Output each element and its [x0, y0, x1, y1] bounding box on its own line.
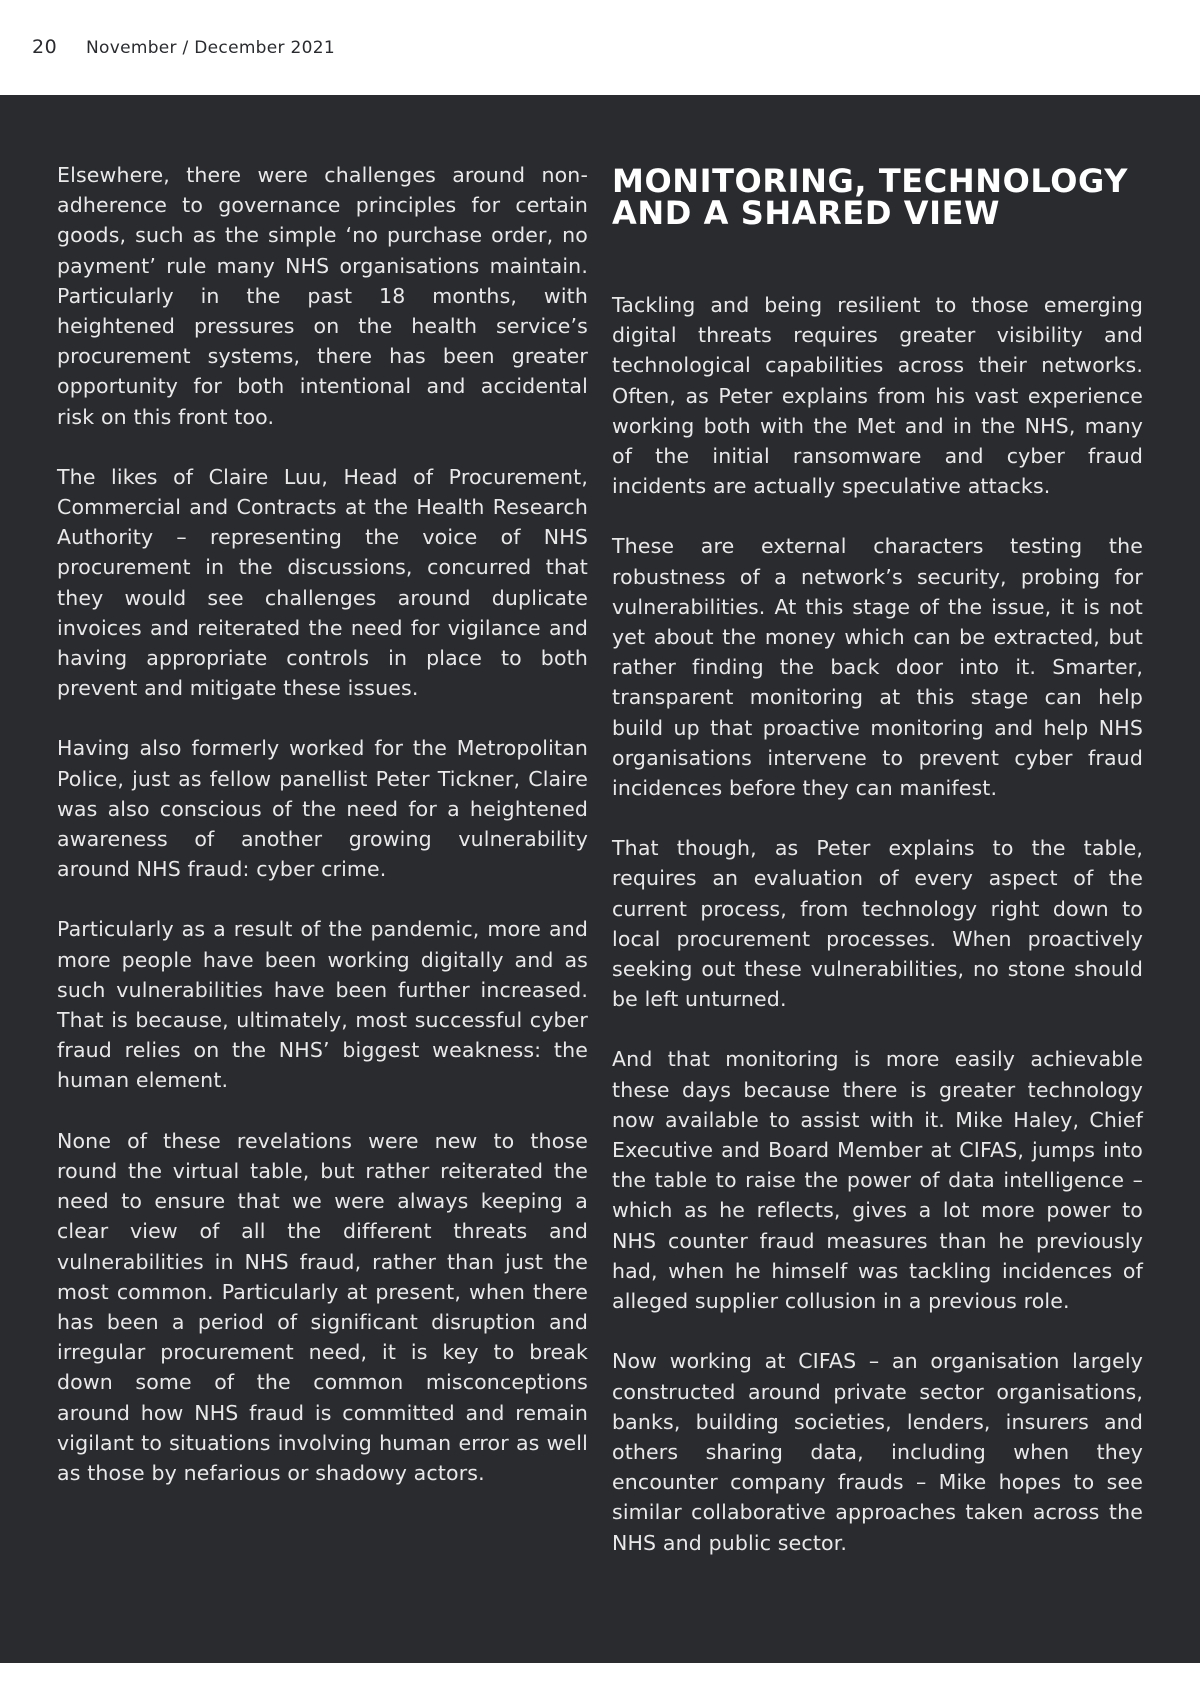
page-header	[0, 0, 1200, 95]
paragraph: Elsewhere, there were challenges around non-adherence to governance principles for certain goods, such as the simple ‘no purchase order, no payment’ rule many NHS organisations maintain. Particularly in the past 18 months, with heightened pressures on the health service’s procurement systems, there has been greater opportunity for both intentional and accidental risk on this front too.	[57, 163, 588, 429]
page-number: 20	[32, 36, 58, 58]
article-panel	[0, 95, 1200, 1663]
issue-date: November / December 2021	[86, 38, 335, 58]
paragraph: Now working at CIFAS – an organisation largely constructed around private sector organisations, banks, building societies, lenders, insurers and others sharing data, including when they encounter company frauds – Mike hopes to see similar collaborative approaches taken across the NHS and public sector.	[612, 1349, 1143, 1555]
paragraph: None of these revelations were new to those round the virtual table, but rather reiterated the need to ensure that we were always keeping a clear view of all the different threats and vulnerabilities in NHS fraud, rather than just the most common. Particularly at present, when there has been a period of significant disruption and irregular procurement need, it is key to break down some of the common misconceptions around how NHS fraud is committed and remain vigilant to situations involving human error as well as those by nefarious or shadowy actors.	[57, 1128, 588, 1485]
page-footer-margin	[0, 1663, 1200, 1696]
paragraph: And that monitoring is more easily achievable these days because there is greater technology now available to assist with it. Mike Haley, Chief Executive and Board Member at CIFAS, jumps into the table to raise the power of data intelligence – which as he reflects, gives a lot more power to NHS counter fraud measures than he previously had, when he himself was tackling incidences of alleged supplier collusion in a previous role.	[612, 1047, 1143, 1314]
paragraph: That though, as Peter explains to the table, requires an evaluation of every aspect of the current process, from technology right down to local procurement processes. When proactively seeking out these vulnerabilities, no stone should be left unturned.	[612, 836, 1143, 1012]
left-column	[57, 160, 588, 1518]
paragraph: The likes of Claire Luu, Head of Procurement, Commercial and Contracts at the Health Research Authority – representing the voice of NHS procurement in the discussions, concurred that they would see challenges around duplicate invoices and reiterated the need for vigilance and having appropriate controls in place to both prevent and mitigate these issues.	[57, 464, 588, 701]
paragraph: Having also formerly worked for the Metropolitan Police, just as fellow panellist Peter Tickner, Claire was also conscious of the need for a heightened awareness of another growing vulnerability around NHS fraud: cyber crime.	[57, 736, 588, 882]
right-column	[612, 162, 1143, 1588]
paragraph: These are external characters testing the robustness of a network’s security, probing for vulnerabilities. At this stage of the issue, it is not yet about the money which can be extracted, but rather finding the back door into it. Smarter, transparent monitoring at this stage can help build up that proactive monitoring and help NHS organisations intervene to prevent cyber fraud incidences before they can manifest.	[612, 534, 1143, 801]
paragraph: Particularly as a result of the pandemic, more and more people have been working digitally and as such vulnerabilities have been further increased. That is because, ultimately, most successful cyber fraud relies on the NHS’ biggest weakness: the human element.	[57, 917, 588, 1093]
paragraph: Tackling and being resilient to those emerging digital threats requires greater visibility and technological capabilities across their networks. Often, as Peter explains from his vast experience working both with the Met and in the NHS, many of the initial ransomware and cyber fraud incidents are actually speculative attacks.	[612, 293, 1143, 499]
section-heading: MONITORING, TECHNOLOGY AND A SHARED VIEW	[612, 162, 1128, 232]
